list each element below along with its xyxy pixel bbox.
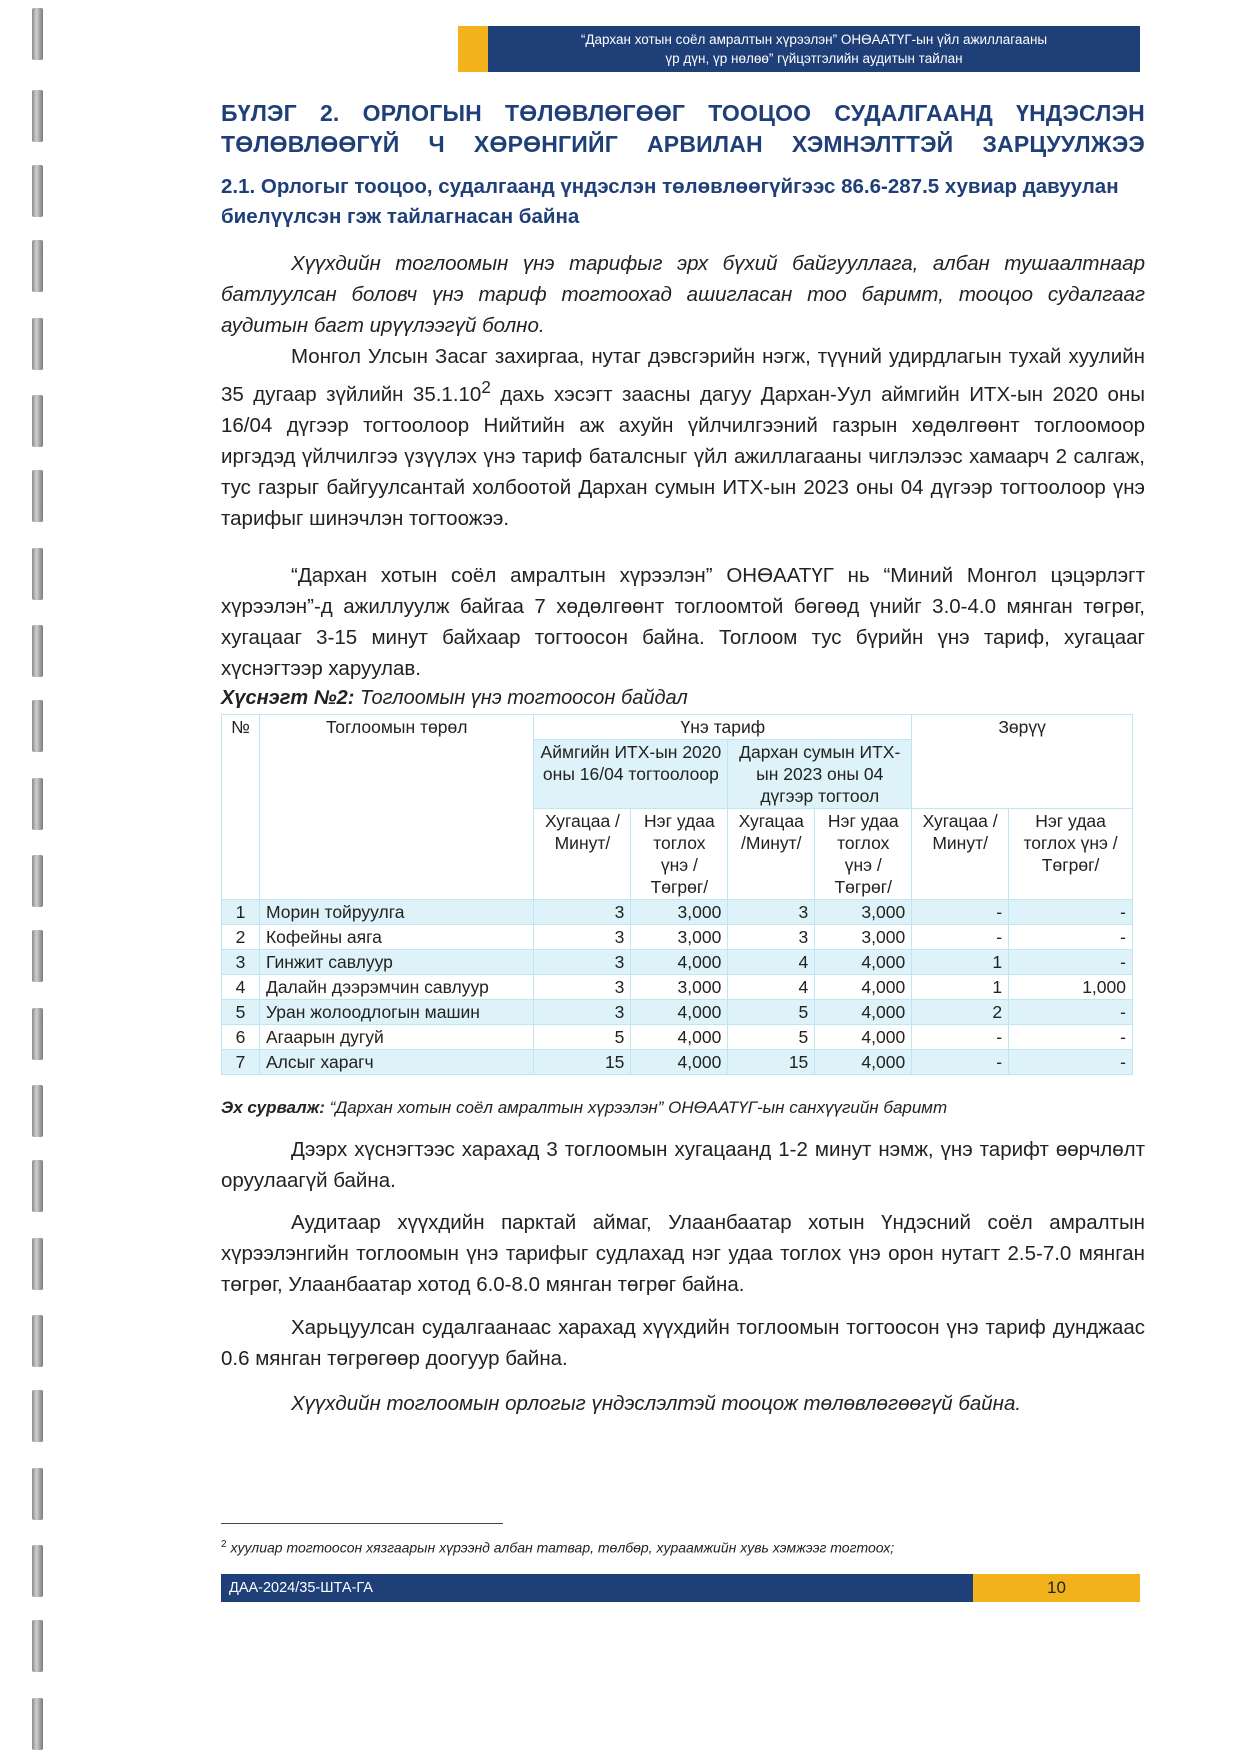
- cell-price-diff: -: [1009, 900, 1133, 925]
- table-row: [222, 950, 1133, 975]
- cell-name: Гинжит савлуур: [259, 950, 534, 975]
- section-title: 2.1. Орлогыг тооцоо, судалгаанд үндэслэн төлөвлөөгүйгээс 86.6-287.5 хувиар давуулан биелүүлсэн гэж тайлагнасан байна: [221, 175, 1119, 228]
- cell-duration-1: 3: [534, 950, 631, 975]
- law-text-b: дахь хэсэгт заасны дагуу Дархан-Уул аймгийн ИТХ-ын 2020 оны 16/04 дүгээр тогтоолоор Нийтийн аж ахуйн үйлчилгээний газрын хөдөлгөөнт тоглоомоор иргэдэд үйлчилгээ үзүүлэх үнэ тариф баталсныг үйл ажиллагааны чиглэлээс хамаарч 2 салгаж, тус газрыг байгуулсантай холбоотой Дархан сумын ИТХ-ын 2023 оны 04 дүгээр тогтоолоор үнэ тарифыг шинэчлэн тогтоожээ.: [221, 382, 1145, 530]
- cell-duration-diff: 1: [912, 950, 1009, 975]
- page-number: 10: [973, 1574, 1140, 1602]
- cell-price-diff: -: [1009, 950, 1133, 975]
- cell-duration-1: 3: [534, 900, 631, 925]
- cell-duration-2: 3: [728, 925, 815, 950]
- binding-rings: [0, 0, 60, 1763]
- source-text: “Дархан хотын соёл амралтын хүрээлэн” ОНӨААТҮГ-ын санхүүгийн баримт: [324, 1098, 948, 1117]
- col-header-price-2: Нэг удаа тоглох үнэ /Төгрөг/: [815, 809, 912, 900]
- cell-duration-diff: 2: [912, 1000, 1009, 1025]
- law-text-a: Монгол Улсын Засаг захиргаа, нутаг дэвсгэрийн нэгж, түүний удирдлагын тухай хуулийн 35 дугаар зүйлийн 35.1.10: [221, 345, 1145, 406]
- cell-duration-diff: -: [912, 900, 1009, 925]
- audit-paragraph: Аудитаар хүүхдийн парктай аймаг, Улаанбаатар хотын Үндэсний соёл амралтын хүрээлэнгийн тоглоомын үнэ тарифыг судлахад нэг удаа тоглох үнэ орон нутагт 2.5-7.0 мянган төгрөг, Улаанбаатар хотод 6.0-8.0 мянган төгрөг байна.: [221, 1211, 1145, 1296]
- col-header-duration-diff: Хугацаа /Минут/: [912, 809, 1009, 900]
- col-header-no: №: [222, 715, 260, 900]
- cell-price-2: 4,000: [815, 950, 912, 975]
- chapter-title-line-2: ТӨЛӨВЛӨӨГҮЙ Ч ХӨРӨНГИЙГ АРВИЛАН ХЭМНЭЛТТЭЙ ЗАРЦУУЛЖЭЭ: [221, 131, 1145, 157]
- center-paragraph: “Дархан хотын соёл амралтын хүрээлэн” ОНӨААТҮГ нь “Миний Монгол цэцэрлэгт хүрээлэн”-д ажиллуулж байгаа 7 хөдөлгөөнт тоглоомтой бөгөөд үнийг 3.0-4.0 мянган төгрөг, хугацааг 3-15 минут байхаар тогтоосон байна. Тоглоом тус бүрийн үнэ тариф, хугацааг хүснэгтээр харуулав.: [221, 564, 1145, 680]
- header-line-2: үр дүн, үр нөлөө” гүйцэтгэлийн аудитын тайлан: [665, 51, 963, 66]
- report-header: [458, 26, 1140, 72]
- cell-price-1: 3,000: [631, 900, 728, 925]
- cell-no: 4: [222, 975, 260, 1000]
- cell-name: Алсыг харагч: [259, 1050, 534, 1075]
- table-row: [222, 900, 1133, 925]
- cell-price-2: 4,000: [815, 1000, 912, 1025]
- table-row: [222, 975, 1133, 1000]
- cell-name: Уран жолоодлогын машин: [259, 1000, 534, 1025]
- cell-no: 1: [222, 900, 260, 925]
- cell-price-2: 4,000: [815, 1025, 912, 1050]
- cell-duration-1: 3: [534, 925, 631, 950]
- table-caption-text: Тоглоомын үнэ тогтоосон байдал: [354, 687, 688, 709]
- cell-no: 7: [222, 1050, 260, 1075]
- cell-price-diff: -: [1009, 1050, 1133, 1075]
- footnote-divider: [221, 1523, 503, 1524]
- table-row: [222, 1050, 1133, 1075]
- cell-duration-diff: 1: [912, 975, 1009, 1000]
- cell-price-diff: -: [1009, 925, 1133, 950]
- cell-price-2: 3,000: [815, 925, 912, 950]
- cell-duration-diff: -: [912, 1050, 1009, 1075]
- cell-price-1: 3,000: [631, 925, 728, 950]
- cell-price-1: 4,000: [631, 1025, 728, 1050]
- chapter-title: [221, 98, 1145, 160]
- footnote-text: хуулиар тогтоосон хязгаарын хүрээнд албан татвар, төлбөр, хураамжийн хувь хэмжээг тогтоох;: [226, 1539, 895, 1556]
- cell-name: Морин тойруулга: [259, 900, 534, 925]
- cell-duration-diff: -: [912, 925, 1009, 950]
- cell-no: 5: [222, 1000, 260, 1025]
- cell-price-2: 4,000: [815, 1050, 912, 1075]
- conclusion-paragraph: Хүүхдийн тоглоомын орлогыг үндэслэлтэй тооцож төлөвлөгөөгүй байна.: [291, 1392, 1022, 1415]
- table-row: [222, 1025, 1133, 1050]
- cell-price-diff: -: [1009, 1000, 1133, 1025]
- cell-duration-1: 5: [534, 1025, 631, 1050]
- cell-duration-2: 15: [728, 1050, 815, 1075]
- cell-price-diff: 1,000: [1009, 975, 1133, 1000]
- col-header-tariff: Үнэ тариф: [534, 715, 912, 740]
- page-footer: [221, 1574, 1140, 1602]
- law-paragraph: [221, 341, 1145, 534]
- cell-duration-2: 4: [728, 975, 815, 1000]
- cell-no: 2: [222, 925, 260, 950]
- cell-duration-1: 3: [534, 975, 631, 1000]
- compare-paragraph: Харьцуулсан судалгаанаас харахад хүүхдийн тоглоомын тогтоосон үнэ тариф дунджаас 0.6 мянган төгрөгөөр доогуур байна.: [221, 1316, 1145, 1370]
- cell-price-2: 4,000: [815, 975, 912, 1000]
- cell-price-1: 4,000: [631, 950, 728, 975]
- cell-duration-1: 3: [534, 1000, 631, 1025]
- chapter-title-line-1: БҮЛЭГ 2. ОРЛОГЫН ТӨЛӨВЛӨГӨӨГ ТООЦОО СУДАЛГААНД ҮНДЭСЛЭН: [221, 100, 1145, 126]
- cell-duration-2: 5: [728, 1000, 815, 1025]
- source-label: Эх сурвалж:: [221, 1098, 325, 1117]
- cell-duration-2: 4: [728, 950, 815, 975]
- footnote-ref: 2: [481, 378, 491, 397]
- col-header-sum: Дархан сумын ИТХ-ын 2023 оны 04 дүгээр тогтоол: [728, 740, 912, 809]
- table-row: [222, 925, 1133, 950]
- header-title: [488, 26, 1140, 72]
- cell-price-diff: -: [1009, 1025, 1133, 1050]
- table-caption: [221, 684, 1145, 712]
- header-accent: [458, 26, 488, 72]
- footnote: [221, 1535, 1145, 1558]
- cell-duration-diff: -: [912, 1025, 1009, 1050]
- col-header-aimag: Аймгийн ИТХ-ын 2020 оны 16/04 тогтоолоор: [534, 740, 728, 809]
- cell-no: 6: [222, 1025, 260, 1050]
- cell-price-1: 4,000: [631, 1050, 728, 1075]
- col-header-duration-2: Хугацаа /Минут/: [728, 809, 815, 900]
- col-header-price-diff: Нэг удаа тоглох үнэ /Төгрөг/: [1009, 809, 1133, 900]
- cell-name: Агаарын дугуй: [259, 1025, 534, 1050]
- col-header-price-1: Нэг удаа тоглох үнэ /Төгрөг/: [631, 809, 728, 900]
- cell-duration-2: 3: [728, 900, 815, 925]
- tariff-table: [221, 714, 1133, 1075]
- diff-paragraph: Дээрх хүснэгтээс харахад 3 тоглоомын хугацаанд 1-2 минут нэмж, үнэ тарифт өөрчлөлт оруулаагүй байна.: [221, 1138, 1145, 1192]
- cell-price-1: 3,000: [631, 975, 728, 1000]
- report-code: ДАА-2024/35-ШТА-ГА: [221, 1574, 973, 1602]
- cell-name: Далайн дээрэмчин савлуур: [259, 975, 534, 1000]
- cell-duration-2: 5: [728, 1025, 815, 1050]
- col-header-diff: Зөрүү: [912, 715, 1133, 809]
- table-source: [221, 1097, 1145, 1119]
- cell-price-1: 4,000: [631, 1000, 728, 1025]
- cell-no: 3: [222, 950, 260, 975]
- intro-paragraph: Хүүхдийн тоглоомын үнэ тарифыг эрх бүхий байгууллага, албан тушаалтнаар батлуулсан боловч үнэ тариф тогтоохад ашигласан тоо баримт, тооцоо судалгааг аудитын багт ирүүлээгүй болно.: [221, 252, 1145, 337]
- cell-price-2: 3,000: [815, 900, 912, 925]
- col-header-duration-1: Хугацаа /Минут/: [534, 809, 631, 900]
- col-header-type: Тоглоомын төрөл: [259, 715, 534, 900]
- cell-duration-1: 15: [534, 1050, 631, 1075]
- header-line-1: “Дархан хотын соёл амралтын хүрээлэн” ОНӨААТҮГ-ын үйл ажиллагааны: [580, 32, 1048, 47]
- table-caption-label: Хүснэгт №2:: [221, 687, 355, 709]
- footnote-mark: 2: [221, 1539, 227, 1550]
- cell-name: Кофейны аяга: [259, 925, 534, 950]
- table-row: [222, 1000, 1133, 1025]
